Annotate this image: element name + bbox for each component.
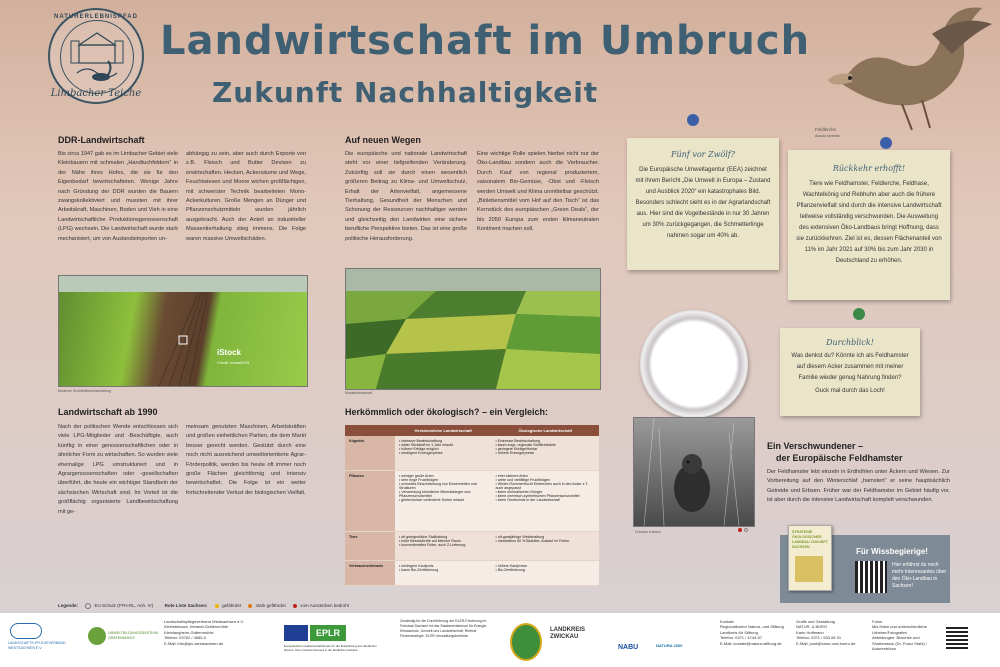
row-label: Verbraucherhinweis — [345, 561, 395, 586]
eu-protect-dot — [85, 603, 91, 609]
note-rueckkehr — [788, 150, 950, 300]
cell-conventional: • oft gelegentliche Stallhaltung • hohe Besatzdichte auf kleinem Raum • konventionelles Futter, auch Z-Lieferung — [395, 532, 491, 561]
note-durchblick-heading: Durchblick! — [826, 338, 874, 347]
pin-icon — [687, 114, 699, 126]
ddr-photo-caption: Moderne Großfeldbewirtschaftung — [58, 389, 111, 393]
photo-credit: iStock — [217, 348, 242, 357]
pin-icon — [853, 308, 865, 320]
field-photo-ddr — [58, 275, 308, 387]
comparison-table — [345, 425, 599, 586]
legend-label: Legende: — [58, 603, 79, 609]
book-image — [795, 556, 823, 582]
graefenmuehle-name: UMWELTBILDUNGSZENTRUM GRÄFENMÜHLE — [108, 631, 158, 641]
wege-text-col2: Eine wichtige Rolle spielen hierbei nicht nur der Öko-Landbau sondern auch die Verbraucher. Durch Kauf von regional produziertem, saisonalem Bio-Gemüse, -Obst und -Fleisch werden Umwelt und Klima unmittelbar geschützt. „Biolebensmittel vom Hof auf den Tisch“ ist das Kernstück des europäischen „Green Deals“, der bis 2050 Europa zum ersten klimaneutralen Kontinent machen soll. — [477, 151, 599, 233]
legend-eu: EU-Schutz (FFH-RL, Anh. IV) — [94, 603, 154, 609]
cell-conventional: • intensive Bewirtschaftung • wider Stickstoff im 1 Jahr erlaubt • höhere Erträge möglich • niedrigere Erzeugerpreise — [395, 436, 491, 471]
cell-organic: • oft ganzjährige Weidehaltung • mindestens 60 % Biofutter, Auslauf im Freien — [491, 532, 599, 561]
note-fuenf-heading: Fünf vor Zwölf? — [670, 150, 736, 159]
table-row — [345, 532, 599, 561]
ab1990-text-col2: meinsam genutzten Maschinen, Arbeitskräften und großen einheitlichen Partien, die dem Markt besser gerecht werden. Gestützt durch eine noch nicht ausreichend umweltorientierte Agrar-Förderpolitik, werden bis heute oft immer noch große Flächen gleichförmig und intensiv bewirtschaftet. Die Folge ist ein weiter fortschreitender Verlust der biologischen Vielfalt. — [186, 424, 306, 496]
book-cover — [788, 525, 832, 591]
row-label: Pflanzen — [345, 471, 395, 532]
logo-bottom-text: Limbacher Teiche — [50, 88, 142, 99]
row-label: Kügelein — [345, 436, 395, 471]
graefenmuehle-logo-icon — [88, 627, 106, 645]
note-rueckkehr-text: Tiere wie Feldhamster, Feldlerche, Feldhase, Wachtelkönig und Rebhuhn aber auch die frühere Pflanzenvielfalt sind durch die intensive Landwirtschaft teilweise vollständig verschwunden. Die Ausweitung des extensiven Öko-Landbaus bringt Hoffnung, dass sie zurückkehren. Ziel ist es, dessen Flächenanteil von 11% im Jahr 2021 auf 30% bis zum Jahr 2030 in Deutschland zu erhöhen. — [796, 181, 942, 264]
nabu-logo: NABU — [618, 644, 639, 651]
eplr-logo: EPLR — [310, 625, 346, 641]
logo-top-text: NATURERLEBNISPFAD — [54, 14, 138, 20]
note-fuenf-vor-zwoelf — [627, 138, 779, 270]
note-durchblick-hint: Guck mal durch das Loch! — [815, 388, 885, 394]
footer-kontakt: Kontakt Regionalkontor Natura- und Stiftung Landkreis für Stiftung Telefon: 0371 / 4744-57 E-Mail: kontakt@natura-stiftung.de — [720, 619, 784, 646]
eu-flag-icon — [284, 625, 308, 641]
pin-icon — [880, 137, 892, 149]
comparison-heading: Herkömmlich oder ökologisch? – ein Vergleich: — [345, 407, 549, 417]
table-header-empty — [345, 425, 395, 436]
lark-caption-latin: Alauda arvensis — [815, 134, 840, 138]
footer-qr-code[interactable] — [946, 627, 968, 649]
eplr-text-2: Zuständig für die Durchführung der ELER-Förderung im Freistaat Sachsen ist das Staatsministerium für Energie, Klimaschutz, Umwelt und Landwirtschaft, Referat Förderstrategie, ELER-Verwaltungsbehörde. — [400, 619, 488, 638]
info-heading: Für Wissbegierige! — [856, 547, 928, 556]
hamster-text: Der Feldhamster lebt einzeln in Erdhöhlen unter Äckern und Wiesen. Zur Vorbereitung auf den Winterschlaf „hamstert“ er seine hauptsächlich Getreide und Erbsen. Früher war der Feldhamster im Gebiet häufig vor, ist aber durch die intensive Landwirtschaft komplett verschwunden. — [767, 469, 950, 504]
hamster-heading-2: der Europäische Feldhamster — [776, 453, 903, 463]
table-header-conventional: Herkömmliche Landwirtschaft — [395, 425, 491, 436]
photo-credit-2: Credit: romanI023 — [217, 360, 250, 365]
legend-dot — [215, 604, 219, 608]
legend-item: vom Aussterben bedroht — [300, 603, 350, 609]
footer-grafik: Grafik und Gestaltung NATUR. & BÜRO Karin Hoffmann Telefon: 0371 / 533 66 91 E-Mail: post@natur-und-buero.de — [796, 619, 856, 646]
natura-logo: NATURA 2000 — [656, 643, 683, 648]
logo-badge — [48, 8, 144, 104]
hamster-heading: Ein Verschwundener – — [767, 441, 864, 451]
eplr-text: Europäischer Landwirtschaftsfonds für die Entwicklung des ländlichen Raums: Hier investiert Europa in die ländlichen Gebiete — [284, 644, 377, 652]
logo-castle-icon — [60, 20, 134, 94]
table-row — [345, 471, 599, 532]
table-row — [345, 561, 599, 586]
ddr-text-col1: Bis circa 1947 gab es im Limbacher Gebiet viele Kleinbauern mit schmalen „Handtuchfeldern“ in der Nähe ihres Hofes, die sie für den Eigenbedarf bewirtschafteten. Wenige Jahre nach Gründung der DDR wurden die Bauern zwangskollektiviert und mussten mit ihrer Arbeitskraft, Maschinen, Boden und Vieh in eine Landwirtschaftliche Produktionsgenossenschaft (LPG) wechseln. Die Landwirtschaft wurde stark mechanisiert, um von Auslandsimporten un- — [58, 151, 178, 242]
footer-fotos: Fotos Mia Hahn und unterschiedliche Urheber/Fotografen Abbildungen: Büschke und Shutterstock (Dr. Franz Stahl) / Autorenbüros — [872, 619, 927, 652]
coat-of-arms-icon — [510, 623, 542, 661]
peephole[interactable] — [640, 310, 748, 418]
info-box — [780, 530, 950, 603]
legend-dot — [248, 604, 252, 608]
page-title: Landwirtschaft im Umbruch — [160, 18, 811, 64]
legend-item: stark gefährdet — [255, 603, 286, 609]
note-fuenf-text: Die Europäische Umweltagentur (EEA) zeichnet mit ihrem Bericht „Die Umwelt in Europa – Zustand und Ausblick 2020“ ein katastrophales Bild. Besonders schlecht sieht es in der Agrarlandschaft aus. Hier sind die Vogelbestände in nur 30 Jahren um 30% zurückgegangen, die Schmetterlinge nahmen sogar um 40% ab. — [635, 167, 771, 239]
cell-organic: • höhere Kaufpreise • Bio-Zertifizierung — [491, 561, 599, 586]
note-durchblick-text: Was denkst du? Könnte ich als Feldhamster auf diesem Acker zusammen mit meiner Familie wieder genug Nahrung finden? — [791, 353, 909, 381]
lark-caption: Feldlerche — [815, 127, 837, 132]
cell-conventional: • weniger große Arten • sehr enge Fruchtfolgen • schnelles Einschränkung von Einsemreiten und Strukturen • Verwendung künstlicher Mineraldünger und Pflanzenschutzmittel • gentechnisch veränderte Sorten erlaubt — [395, 471, 491, 532]
ddr-text-col2: abhängig zu sein, aber auch durch Exporte von z.B. Fleisch und Butter Devisen zu erwirtschaften. Hecken, Ackersäume und Wege, Feuchtwiesen und Moore wichen großflächigen, mit schwerster Technik bearbeiteten Mono-Ackerkulturen. Große Mengen an Dünger und Pflanzenschutzmitteln wurden jährlich ausgebracht. Auch der Anteil an industrieller Massentierhaltung stieg immens. Die Folge waren massive Umweltschäden. — [186, 151, 306, 242]
hamster-photo — [633, 417, 755, 527]
wege-text-col1: Die europäische und nationale Landwirtschaft steht vor einer tiefgreifenden Veränderung. Zukünftig soll sie durch einen wesentlich größeren Beitrag zu Klima- und Umweltschutz, Erhalt der Artenvielfalt, angemessene Tierhaltung, Gesundheit der Menschen und Schonung der Ressourcen nachhaltiger werden und gleichzeitig den Landwirten eine sichere berufliche Perspektive bieten. Das ist eine große politische Herausforderung. — [345, 151, 467, 242]
legend-dot — [293, 604, 297, 608]
row-label: Tiere — [345, 532, 395, 561]
skylark-icon — [812, 4, 1000, 134]
cell-organic: • eher kleinere Arten • weite und vielfältige Fruchtfolgen • Winter-/Sommerfrucht Einbrechen auch in den Acker z.T. auch angepasst • keine mineralischen Dünger • keine chemisch-synthetischen Pflanzenschutzmittel • keine Gentechnik in der Landwirtschaft — [491, 471, 599, 532]
zwickau-logo: LANDKREIS ZWICKAU — [550, 627, 586, 640]
ddr-heading: DDR-Landwirtschaft — [58, 135, 145, 145]
legend-item: gefährdet — [222, 603, 242, 609]
red-list-dot — [738, 528, 742, 532]
ab1990-text-col1: Nach der politischen Wende entschlossen sich viele LPG-Mitglieder und -Beschäftigte, auch künftig in einer genossenschaftlichen oder in ähnlicher Form zu wirtschaften. So wurden viele ehemalige LPG umstrukturiert und in Agrargenossenschaften oder -gesellschaften überführt, die heute ein wichtiger Standbein der sächsischen Wirtschaft sind. Im Vorteil ist die großflächig organisierte Landbewirtschaftung mit ge- — [58, 424, 178, 515]
lpv-name: LANDSCHAFTS-PFLEGEVERBAND WESTSACHSEN E.V. — [8, 641, 66, 651]
field-photo-mosaic — [345, 268, 601, 390]
lpv-address: Landschaftspflegeverband Westsachsen e.V. Kleinsteinach, Intranet-Gräfenmühle Kleinlangheim-Gräfenmühle Telefon: 03762 / 4580-0 E-Mail: info@lpv-westsachsen.de — [164, 619, 244, 646]
cell-organic: • Extensive Bewirtschaftung • kaum enge, regionale Stoffkreisläufe • geringere Erträge/Hektar • höhere Erzeugerpreise — [491, 436, 599, 471]
wege-photo-caption: Mosaiklandschaft — [345, 391, 373, 395]
ab1990-heading: Landwirtschaft ab 1990 — [58, 407, 158, 417]
lpv-logo-icon — [10, 623, 42, 639]
page-subtitle: Zukunft Nachhaltigkeit — [212, 76, 599, 109]
cell-conventional: • niedrigere Kaufpreis • kaum Bio-Zertifizierung — [395, 561, 491, 586]
note-rueckkehr-heading: Rückkehr erhofft! — [832, 164, 906, 173]
hamster-caption: Cricetus cricetus — [635, 530, 661, 534]
eu-protect-dot — [744, 528, 748, 532]
wege-heading: Auf neuen Wegen — [345, 135, 421, 145]
legend — [58, 603, 349, 609]
qr-code[interactable] — [855, 561, 887, 593]
legend-rote-liste: Rote Liste Sachsen: — [164, 603, 208, 609]
footer — [0, 613, 1000, 667]
book-title: STRATEGIE ÖKOLOGISCHER LANDBAU ZUKUNFT SACHSEN — [792, 530, 828, 549]
info-text: Hier erfährst du noch mehr Interessantes über den Öko-Landbau in Sachsen! — [892, 562, 947, 589]
note-durchblick — [780, 328, 920, 416]
table-row — [345, 436, 599, 471]
table-header-organic: Ökologische Landwirtschaft — [491, 425, 599, 436]
